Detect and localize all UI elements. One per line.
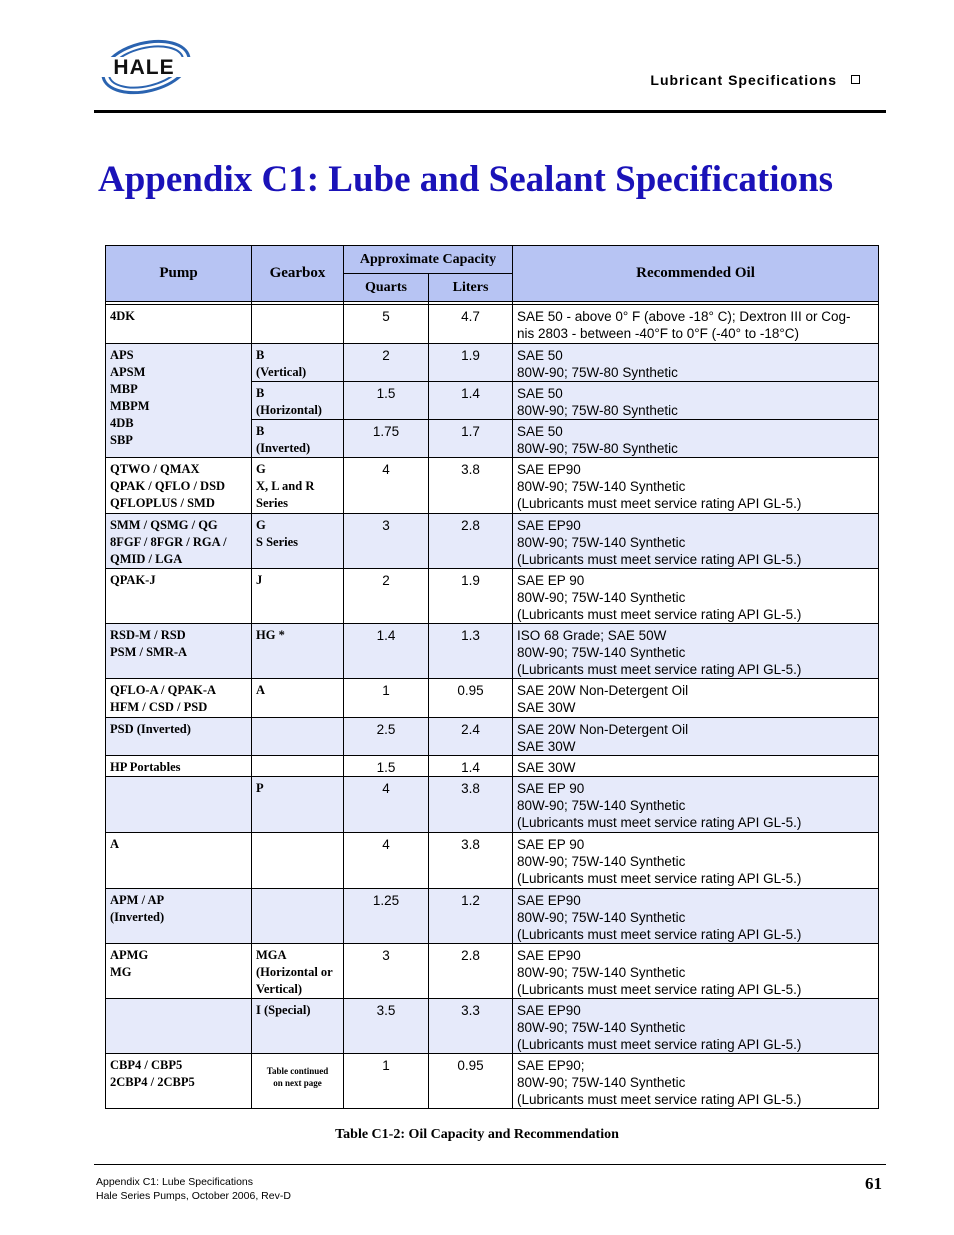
cell-line: HFM / CSD / PSD — [110, 700, 208, 714]
cell-recommended-oil — [513, 382, 879, 420]
cell-quarts: 3 — [344, 514, 429, 569]
cell-line: B — [256, 424, 265, 438]
cell-recommended-oil — [513, 679, 879, 718]
cell-line: (Lubricants must meet service rating API GL-5.) — [517, 982, 802, 997]
cell-liters: 0.95 — [429, 679, 513, 718]
cell-line: HP Portables — [110, 760, 181, 774]
cell-line: B — [256, 386, 265, 400]
cell-gearbox — [252, 756, 344, 777]
table-row — [106, 777, 879, 833]
cell-line: J — [256, 573, 263, 587]
cell-line: MGA — [256, 948, 287, 962]
cell-pump — [106, 624, 252, 679]
cell-line: Series — [256, 496, 288, 510]
cell-line: SAE 30W — [517, 760, 576, 775]
section-title: Lubricant Specifications — [650, 72, 837, 88]
cell-liters: 2.8 — [429, 514, 513, 569]
cell-line: SAE 50 — [517, 424, 563, 439]
cell-recommended-oil — [513, 514, 879, 569]
cell-line: APSM — [110, 365, 146, 379]
cell-pump — [106, 1054, 252, 1109]
cell-line: (Lubricants must meet service rating API GL-5.) — [517, 496, 802, 511]
cell-quarts: 5 — [344, 305, 429, 344]
cell-liters: 3.3 — [429, 999, 513, 1054]
cell-pump — [106, 833, 252, 889]
cell-gearbox — [252, 569, 344, 624]
logo-text: HALE — [113, 56, 175, 79]
cell-line: QPAK / QFLO / DSD — [110, 479, 226, 493]
cell-line: I (Special) — [256, 1003, 311, 1017]
cell-line: (Horizontal or — [256, 965, 333, 979]
cell-recommended-oil — [513, 756, 879, 777]
cell-recommended-oil — [513, 458, 879, 514]
cell-recommended-oil — [513, 833, 879, 889]
table-row — [106, 718, 879, 756]
table-row — [106, 999, 879, 1054]
footer-rule — [94, 1164, 886, 1165]
cell-line: (Lubricants must meet service rating API GL-5.) — [517, 871, 802, 886]
cell-line: SMM / QSMG / QG — [110, 518, 218, 532]
cell-quarts: 1.4 — [344, 624, 429, 679]
cell-recommended-oil — [513, 344, 879, 382]
cell-pump — [106, 679, 252, 718]
cell-recommended-oil — [513, 420, 879, 458]
cell-pump — [106, 514, 252, 569]
page-title: Appendix C1: Lube and Sealant Specifications — [98, 159, 833, 200]
cell-quarts: 3 — [344, 944, 429, 999]
cell-line: SAE 50 — [517, 386, 563, 401]
cell-liters: 1.2 — [429, 889, 513, 944]
cell-line: 4DK — [110, 309, 135, 323]
cell-gearbox — [252, 514, 344, 569]
cell-line: SAE 20W Non-Detergent Oil — [517, 722, 689, 737]
cell-line: (Inverted) — [110, 910, 165, 924]
table-row — [106, 624, 879, 679]
cell-line: SAE EP90 — [517, 893, 581, 908]
table-row — [106, 679, 879, 718]
cell-gearbox — [252, 889, 344, 944]
cell-line: 80W-90; 75W-80 Synthetic — [517, 403, 678, 418]
cell-liters: 2.4 — [429, 718, 513, 756]
table-row — [106, 1054, 879, 1109]
cell-gearbox — [252, 777, 344, 833]
cell-recommended-oil — [513, 777, 879, 833]
cell-liters: 1.9 — [429, 344, 513, 382]
table-row — [106, 944, 879, 999]
cell-quarts: 1.5 — [344, 382, 429, 420]
oil-capacity-table — [105, 245, 879, 1109]
cell-line: APS — [110, 348, 134, 362]
cell-quarts: 4 — [344, 458, 429, 514]
table-row — [106, 305, 879, 344]
cell-liters: 4.7 — [429, 305, 513, 344]
cell-line: PSD (Inverted) — [110, 722, 191, 736]
cell-quarts: 1.75 — [344, 420, 429, 458]
cell-quarts: 1.5 — [344, 756, 429, 777]
cell-line: 80W-90; 75W-140 Synthetic — [517, 798, 686, 813]
oil-capacity-table-wrapper — [105, 245, 878, 1109]
cell-line: X, L and R — [256, 479, 315, 493]
cell-line: 80W-90; 75W-140 Synthetic — [517, 910, 686, 925]
cell-line: SAE EP90 — [517, 462, 581, 477]
cell-pump — [106, 756, 252, 777]
cell-line: (Lubricants must meet service rating API GL-5.) — [517, 1092, 802, 1107]
cell-line: QPAK-J — [110, 573, 156, 587]
cell-liters: 1.4 — [429, 382, 513, 420]
cell-line: 80W-90; 75W-140 Synthetic — [517, 1020, 686, 1035]
cell-line: 80W-90; 75W-140 Synthetic — [517, 645, 686, 660]
cell-gearbox — [252, 679, 344, 718]
cell-line: G — [256, 462, 266, 476]
cell-line: A — [110, 837, 120, 851]
cell-recommended-oil — [513, 944, 879, 999]
cell-line: MBPM — [110, 399, 150, 413]
cell-line: (Vertical) — [256, 365, 307, 379]
cell-pump — [106, 777, 252, 833]
cell-line: PSM / SMR-A — [110, 645, 188, 659]
cell-pump — [106, 944, 252, 999]
cell-line: ISO 68 Grade; SAE 50W — [517, 628, 667, 643]
cell-liters: 1.7 — [429, 420, 513, 458]
cell-line: (Lubricants must meet service rating API GL-5.) — [517, 552, 802, 567]
cell-line: (Lubricants must meet service rating API GL-5.) — [517, 815, 802, 830]
cell-gearbox — [252, 344, 344, 382]
cell-line: HG * — [256, 628, 285, 642]
cell-gearbox — [252, 718, 344, 756]
cell-line: APM / AP — [110, 893, 165, 907]
header-rule — [94, 110, 886, 113]
page-number: 61 — [865, 1174, 882, 1193]
cell-gearbox — [252, 420, 344, 458]
cell-line: SAE 20W Non-Detergent Oil — [517, 683, 689, 698]
cell-liters: 1.9 — [429, 569, 513, 624]
cell-line: SAE 30W — [517, 739, 576, 754]
cell-line: SAE EP90 — [517, 1003, 581, 1018]
cell-line: G — [256, 518, 266, 532]
cell-line: QTWO / QMAX — [110, 462, 200, 476]
cell-line: QFLO-A / QPAK-A — [110, 683, 217, 697]
cell-line: (Inverted) — [256, 441, 311, 455]
cell-pump — [106, 889, 252, 944]
cell-line: SAE EP90 — [517, 518, 581, 533]
cell-line: 80W-90; 75W-140 Synthetic — [517, 535, 686, 550]
footer-line-2: Hale Series Pumps, October 2006, Rev-D — [96, 1190, 291, 1202]
cell-line: (Horizontal) — [256, 403, 322, 417]
table-body — [106, 305, 879, 1109]
cell-line: 2CBP4 / 2CBP5 — [110, 1075, 195, 1089]
cell-gearbox — [252, 833, 344, 889]
cell-gearbox — [252, 382, 344, 420]
cell-liters: 3.8 — [429, 777, 513, 833]
cell-gearbox — [252, 1054, 344, 1109]
cell-recommended-oil — [513, 569, 879, 624]
cell-line: (Lubricants must meet service rating API GL-5.) — [517, 662, 802, 677]
table-row — [106, 514, 879, 569]
header-recommended-oil: Recommended Oil — [513, 246, 879, 302]
section-label — [650, 72, 860, 88]
cell-line: SAE 50 — [517, 348, 563, 363]
cell-line: SAE EP 90 — [517, 573, 585, 588]
cell-recommended-oil — [513, 718, 879, 756]
cell-recommended-oil — [513, 889, 879, 944]
cell-quarts: 2 — [344, 569, 429, 624]
cell-liters: 2.8 — [429, 944, 513, 999]
cell-line: CBP4 / CBP5 — [110, 1058, 183, 1072]
table-row — [106, 756, 879, 777]
cell-line: SBP — [110, 433, 133, 447]
cell-quarts: 4 — [344, 833, 429, 889]
cell-line: Vertical) — [256, 982, 303, 996]
cell-quarts: 2 — [344, 344, 429, 382]
cell-line: (Lubricants must meet service rating API GL-5.) — [517, 1037, 802, 1052]
cell-liters: 0.95 — [429, 1054, 513, 1109]
cell-liters: 1.3 — [429, 624, 513, 679]
cell-line: 80W-90; 75W-140 Synthetic — [517, 479, 686, 494]
cell-line: B — [256, 348, 265, 362]
header-liters: Liters — [429, 274, 513, 302]
cell-pump — [106, 999, 252, 1054]
cell-line: SAE 50 - above 0° F (above -18° C); Dextron III or Cog- — [517, 309, 851, 324]
header-pump: Pump — [106, 246, 252, 302]
cell-gearbox — [252, 944, 344, 999]
cell-recommended-oil — [513, 1054, 879, 1109]
cell-line: A — [256, 683, 266, 697]
table-row — [106, 889, 879, 944]
cell-gearbox — [252, 458, 344, 514]
cell-line: 80W-90; 75W-80 Synthetic — [517, 441, 678, 456]
table-caption: Table C1-2: Oil Capacity and Recommendation — [335, 1127, 619, 1142]
cell-line: 4DB — [110, 416, 134, 430]
cell-pump — [106, 569, 252, 624]
cell-line: SAE EP90 — [517, 948, 581, 963]
cell-line: nis 2803 - between -40°F to 0°F (-40° to -18°C) — [517, 326, 799, 341]
table-row — [106, 569, 879, 624]
cell-line: (Lubricants must meet service rating API GL-5.) — [517, 927, 802, 942]
header-capacity: Approximate Capacity — [344, 246, 513, 274]
cell-line: APMG — [110, 948, 149, 962]
cell-line: S Series — [256, 535, 299, 549]
cell-line: MG — [110, 965, 132, 979]
cell-recommended-oil — [513, 305, 879, 344]
table-row — [106, 458, 879, 514]
table-continued-note — [256, 1065, 339, 1089]
header-gearbox: Gearbox — [252, 246, 344, 302]
cell-quarts: 4 — [344, 777, 429, 833]
cell-gearbox — [252, 624, 344, 679]
cell-liters: 1.4 — [429, 756, 513, 777]
table-row — [106, 833, 879, 889]
cell-line: RSD-M / RSD — [110, 628, 186, 642]
cell-line: 80W-90; 75W-140 Synthetic — [517, 854, 686, 869]
cell-quarts: 3.5 — [344, 999, 429, 1054]
cell-line: QFLOPLUS / SMD — [110, 496, 215, 510]
cell-quarts: 1.25 — [344, 889, 429, 944]
cell-pump — [106, 344, 252, 458]
cell-gearbox — [252, 305, 344, 344]
footer-line-1: Appendix C1: Lube Specifications — [96, 1176, 254, 1188]
cell-quarts: 1 — [344, 679, 429, 718]
cell-quarts: 1 — [344, 1054, 429, 1109]
cell-line: MBP — [110, 382, 138, 396]
cell-line: 80W-90; 75W-80 Synthetic — [517, 365, 678, 380]
cell-line: (Lubricants must meet service rating API GL-5.) — [517, 607, 802, 622]
cell-pump — [106, 305, 252, 344]
cell-pump — [106, 718, 252, 756]
cell-line: SAE EP 90 — [517, 837, 585, 852]
cell-recommended-oil — [513, 624, 879, 679]
cell-line: SAE EP90; — [517, 1058, 585, 1073]
cell-pump — [106, 458, 252, 514]
cell-line: SAE EP 90 — [517, 781, 585, 796]
cell-line: 80W-90; 75W-140 Synthetic — [517, 590, 686, 605]
cell-quarts: 2.5 — [344, 718, 429, 756]
cell-line: 80W-90; 75W-140 Synthetic — [517, 965, 686, 980]
cell-line: P — [256, 781, 264, 795]
cell-line: 8FGF / 8FGR / RGA / — [110, 535, 227, 549]
cell-liters: 3.8 — [429, 833, 513, 889]
cell-line: on next page — [273, 1078, 322, 1088]
table-row — [106, 344, 879, 382]
cell-gearbox — [252, 999, 344, 1054]
header-quarts: Quarts — [344, 274, 429, 302]
checkbox-icon — [851, 75, 860, 84]
cell-liters: 3.8 — [429, 458, 513, 514]
cell-line: 80W-90; 75W-140 Synthetic — [517, 1075, 686, 1090]
cell-line: SAE 30W — [517, 700, 576, 715]
footer-text — [96, 1175, 291, 1203]
hale-logo — [94, 36, 194, 100]
cell-line: QMID / LGA — [110, 552, 183, 566]
cell-recommended-oil — [513, 999, 879, 1054]
cell-line: Table continued — [266, 1066, 329, 1076]
